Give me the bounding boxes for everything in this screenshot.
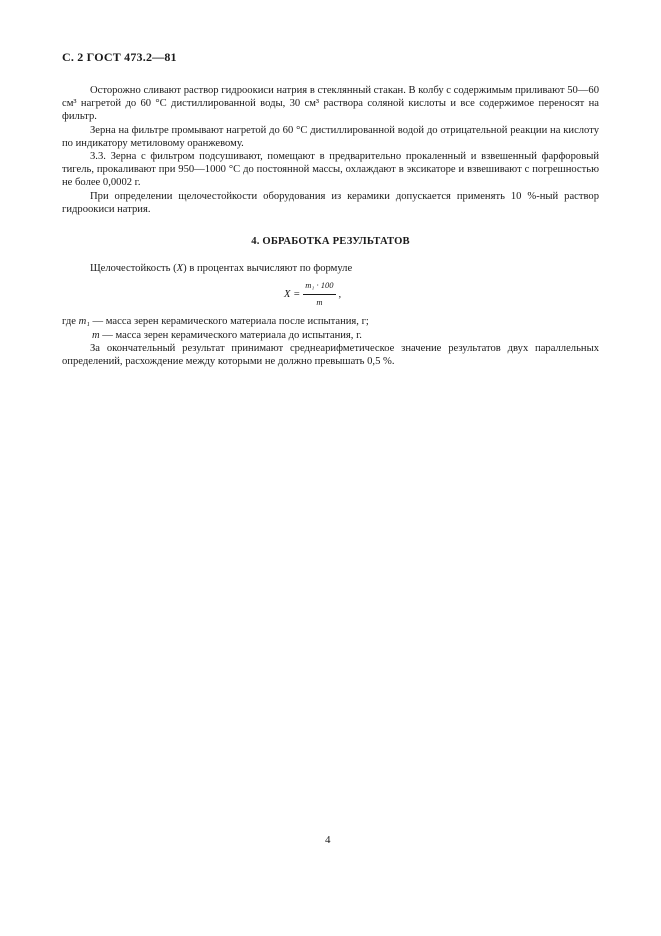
paragraph-4: При определении щелочестойкости оборудования из керамики допускается применять 10 %-ный раствор гидроокиси натрия.: [62, 190, 599, 215]
intro-variable: X: [176, 263, 184, 275]
paragraph-final: За окончательный результат принимают среднеарифметическое значение результатов двух параллельных определений, расхождение между которыми не должно превышать 0,5 %.: [62, 342, 599, 368]
definition-m1: [62, 315, 599, 328]
paragraph-3-3: 3.3. Зерна с фильтром подсушивают, помещают в предварительно прокаленный и взвешенный фарфоровый тигель, прокаливают при 950—1000 °С до постоянной массы, охлаждают в эксикаторе и взвешивают с погрешностью не более 0,0002 г.: [62, 151, 599, 189]
formula-block: [62, 279, 599, 309]
paragraph-2: Зерна на фильтре промывают нагретой до 60 °С дистиллированной водой до отрицательной реакции на кислоту по индикатору метиловому оранжевому.: [62, 124, 599, 149]
formula: [284, 279, 341, 308]
def2-variable: m: [92, 329, 100, 341]
section-4-title: 4. ОБРАБОТКА РЕЗУЛЬТАТОВ: [251, 236, 410, 248]
def1-prefix: где: [62, 316, 79, 328]
formula-denominator: m: [316, 296, 323, 307]
formula-lhs: X =: [284, 288, 301, 300]
paragraph-1: Осторожно сливают раствор гидроокиси натрия в стеклянный стакан. В колбу с содержимым приливают 50—60 см³ нагретой до 60 °С дистиллированной воды, 30 см³ раствора соляной кислоты и все содержимое переносят на фильтр.: [62, 85, 599, 123]
def1-variable: m₁: [78, 316, 90, 328]
formula-numerator: m₁ · 100: [303, 279, 335, 294]
intro-text-b: ) в процентах вычисляют по формуле: [183, 263, 353, 275]
formula-intro: [62, 262, 599, 275]
def1-text: — масса зерен керамического материала после испытания, г;: [89, 316, 369, 328]
definition-m: [62, 329, 599, 342]
def2-text: — масса зерен керамического материала до испытания, г.: [99, 329, 362, 341]
formula-fraction: [303, 279, 335, 308]
document-body: [62, 84, 599, 368]
page-number: 4: [325, 834, 331, 846]
formula-trailing-comma: ,: [338, 288, 342, 300]
intro-text-a: Щелочестойкость (: [90, 263, 177, 275]
page-header: С. 2 ГОСТ 473.2—81: [62, 50, 177, 64]
